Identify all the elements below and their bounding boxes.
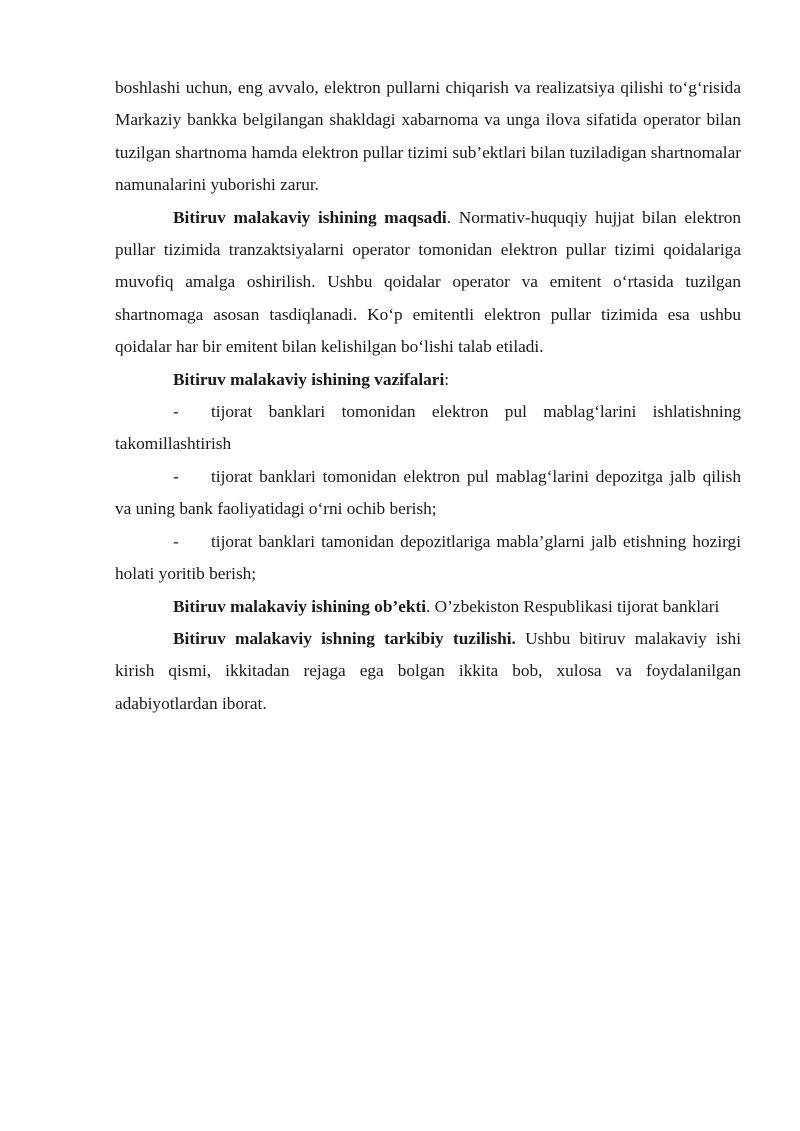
list-item-text: tijorat banklari tamonidan depozitlariga mabla’glarni jalb etishning hozirgi holati yoritib berish;	[115, 531, 741, 584]
list-item	[115, 396, 741, 461]
list-item-text: tijorat banklari tomonidan elektron pul mablag‘larini depozitga jalb qilish va uning bank faoliyatidagi o‘rni ochib berish;	[115, 466, 741, 519]
goal-heading: Bitiruv malakaviy ishining maqsadi	[173, 207, 447, 227]
goal-text: . Normativ-huquqiy hujjat bilan elektron pullar tizimida tranzaktsiyalarni operator tomonidan elektron pullar tizimi qoidalariga muvofiq amalga oshirilish. Ushbu qoidalar operator va emitent o‘rtasida tuzilgan shartnomaga asosan tasdiqlanadi. Ko‘p emitentli elektron pullar tizimida esa ushbu qoidalar har bir emitent bilan kelishilgan bo‘lishi talab etiladi.	[115, 207, 741, 357]
tasks-colon: :	[444, 369, 450, 389]
list-item	[115, 526, 741, 591]
list-dash: -	[173, 402, 179, 422]
list-dash: -	[173, 466, 179, 486]
paragraph-intro: boshlashi uchun, eng avvalo, elektron pullarni chiqarish va realizatsiya qilishi to‘g‘risida Markaziy bankka belgilangan shakldagi xabarnoma va unga ilova sifatida operator bilan tuzilgan shartnoma hamda elektron pullar tizimi sub’ektlari bilan tuziladigan shartnomalar namunalarini yuborishi zarur.	[115, 78, 741, 195]
paragraph-object	[115, 591, 741, 623]
paragraph-structure	[115, 623, 741, 720]
paragraph-goal	[115, 202, 741, 364]
list-item-text: tijorat banklari tomonidan elektron pul mablag‘larini ishlatishning takomillashtirish	[115, 402, 741, 454]
list-dash: -	[173, 531, 179, 551]
structure-heading: Bitiruv malakaviy ishning tarkibiy tuzilishi.	[173, 628, 516, 648]
list-item	[115, 461, 741, 526]
object-heading: Bitiruv malakaviy ishining ob’ekti	[173, 596, 427, 616]
tasks-heading: Bitiruv malakaviy ishining vazifalari	[173, 369, 445, 389]
document-page	[115, 72, 741, 720]
object-text: . O’zbekiston Respublikasi tijorat banklari	[426, 596, 720, 616]
paragraph-tasks	[115, 364, 741, 396]
structure-text: Ushbu bitiruv malakaviy ishi kirish qismi, ikkitadan rejaga ega bolgan ikkita bob, xulosa va foydalanilgan adabiyotlardan iborat.	[115, 628, 741, 713]
